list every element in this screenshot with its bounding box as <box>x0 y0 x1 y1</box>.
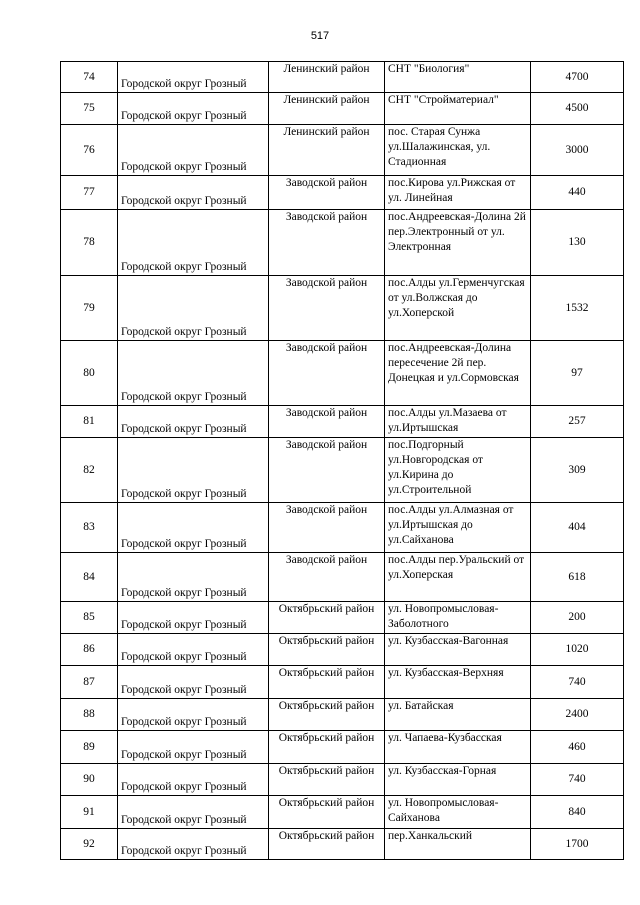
row-number: 78 <box>61 210 118 276</box>
location-cell: пос.Андреевская-Долина пересечение 2й пер. Донецкая и ул.Сормовская <box>385 341 531 406</box>
table-row <box>61 406 624 438</box>
amount-cell: 840 <box>531 796 624 829</box>
row-number: 74 <box>61 62 118 93</box>
table-row <box>61 666 624 699</box>
location-cell: пос.Алды ул.Мазаева от ул.Иртышская <box>385 406 531 438</box>
city-cell: Городской округ Грозный <box>118 176 269 210</box>
table-row <box>61 829 624 860</box>
city-cell: Городской округ Грозный <box>118 276 269 341</box>
table-row <box>61 341 624 406</box>
amount-cell: 309 <box>531 438 624 503</box>
city-cell: Городской округ Грозный <box>118 125 269 176</box>
row-number: 89 <box>61 731 118 764</box>
row-number: 86 <box>61 634 118 666</box>
amount-cell: 3000 <box>531 125 624 176</box>
table-row <box>61 503 624 553</box>
city-cell: Городской округ Грозный <box>118 341 269 406</box>
table-row <box>61 764 624 796</box>
location-cell: ул. Чапаева-Кузбасская <box>385 731 531 764</box>
district-cell: Ленинский район <box>269 62 385 93</box>
city-cell: Городской округ Грозный <box>118 62 269 93</box>
table-row <box>61 553 624 602</box>
amount-cell: 4500 <box>531 93 624 125</box>
city-cell: Городской округ Грозный <box>118 731 269 764</box>
district-cell: Заводской район <box>269 503 385 553</box>
city-cell: Городской округ Грозный <box>118 829 269 860</box>
location-cell: пер.Ханкальский <box>385 829 531 860</box>
amount-cell: 200 <box>531 602 624 634</box>
district-cell: Октябрьский район <box>269 731 385 764</box>
amount-cell: 740 <box>531 666 624 699</box>
table-row <box>61 731 624 764</box>
city-cell: Городской округ Грозный <box>118 438 269 503</box>
location-cell: пос.Андреевская-Долина 2й пер.Электронный от ул. Электронная <box>385 210 531 276</box>
row-number: 88 <box>61 699 118 731</box>
district-cell: Октябрьский район <box>269 764 385 796</box>
row-number: 79 <box>61 276 118 341</box>
row-number: 75 <box>61 93 118 125</box>
city-cell: Городской округ Грозный <box>118 666 269 699</box>
amount-cell: 257 <box>531 406 624 438</box>
district-cell: Ленинский район <box>269 125 385 176</box>
amount-cell: 2400 <box>531 699 624 731</box>
row-number: 82 <box>61 438 118 503</box>
city-cell: Городской округ Грозный <box>118 602 269 634</box>
district-cell: Октябрьский район <box>269 699 385 731</box>
table-row <box>61 125 624 176</box>
row-number: 80 <box>61 341 118 406</box>
row-number: 87 <box>61 666 118 699</box>
location-cell: пос.Алды пер.Уральский от ул.Хоперская <box>385 553 531 602</box>
table-row <box>61 438 624 503</box>
location-cell: ул. Кузбасская-Верхняя <box>385 666 531 699</box>
amount-cell: 4700 <box>531 62 624 93</box>
registry-table <box>60 61 624 860</box>
table-row <box>61 176 624 210</box>
location-cell: пос.Кирова ул.Рижская от ул. Линейная <box>385 176 531 210</box>
district-cell: Заводской район <box>269 438 385 503</box>
table-row <box>61 210 624 276</box>
amount-cell: 618 <box>531 553 624 602</box>
table-row <box>61 62 624 93</box>
location-cell: СНТ "Стройматериал" <box>385 93 531 125</box>
amount-cell: 97 <box>531 341 624 406</box>
location-cell: ул. Новопромысловая-Сайханова <box>385 796 531 829</box>
table-row <box>61 796 624 829</box>
city-cell: Городской округ Грозный <box>118 764 269 796</box>
district-cell: Заводской район <box>269 553 385 602</box>
row-number: 84 <box>61 553 118 602</box>
district-cell: Октябрьский район <box>269 796 385 829</box>
location-cell: пос.Алды ул.Герменчугская от ул.Волжская до ул.Хоперской <box>385 276 531 341</box>
district-cell: Заводской район <box>269 276 385 341</box>
city-cell: Городской округ Грозный <box>118 406 269 438</box>
city-cell: Городской округ Грозный <box>118 210 269 276</box>
row-number: 92 <box>61 829 118 860</box>
district-cell: Ленинский район <box>269 93 385 125</box>
page-number: 517 <box>310 30 330 42</box>
location-cell: ул. Батайская <box>385 699 531 731</box>
district-cell: Октябрьский район <box>269 634 385 666</box>
district-cell: Октябрьский район <box>269 602 385 634</box>
district-cell: Заводской район <box>269 210 385 276</box>
district-cell: Октябрьский район <box>269 829 385 860</box>
row-number: 90 <box>61 764 118 796</box>
amount-cell: 130 <box>531 210 624 276</box>
table-row <box>61 602 624 634</box>
location-cell: ул. Кузбасская-Вагонная <box>385 634 531 666</box>
amount-cell: 404 <box>531 503 624 553</box>
amount-cell: 440 <box>531 176 624 210</box>
table-row <box>61 93 624 125</box>
district-cell: Заводской район <box>269 176 385 210</box>
district-cell: Октябрьский район <box>269 666 385 699</box>
city-cell: Городской округ Грозный <box>118 503 269 553</box>
location-cell: пос. Старая Сунжа ул.Шалажинская, ул. Стадионная <box>385 125 531 176</box>
location-cell: пос.Алды ул.Алмазная от ул.Иртышская до ул.Сайханова <box>385 503 531 553</box>
city-cell: Городской округ Грозный <box>118 634 269 666</box>
table-row <box>61 276 624 341</box>
city-cell: Городской округ Грозный <box>118 93 269 125</box>
amount-cell: 460 <box>531 731 624 764</box>
district-cell: Заводской район <box>269 406 385 438</box>
row-number: 85 <box>61 602 118 634</box>
row-number: 76 <box>61 125 118 176</box>
row-number: 77 <box>61 176 118 210</box>
table-row <box>61 634 624 666</box>
row-number: 81 <box>61 406 118 438</box>
city-cell: Городской округ Грозный <box>118 699 269 731</box>
city-cell: Городской округ Грозный <box>118 553 269 602</box>
district-cell: Заводской район <box>269 341 385 406</box>
location-cell: ул. Кузбасская-Горная <box>385 764 531 796</box>
location-cell: ул. Новопромысловая-Заболотного <box>385 602 531 634</box>
city-cell: Городской округ Грозный <box>118 796 269 829</box>
table-row <box>61 699 624 731</box>
location-cell: пос.Подгорный ул.Новгородская от ул.Кирина до ул.Строительной <box>385 438 531 503</box>
row-number: 91 <box>61 796 118 829</box>
amount-cell: 1700 <box>531 829 624 860</box>
row-number: 83 <box>61 503 118 553</box>
location-cell: СНТ "Биология" <box>385 62 531 93</box>
amount-cell: 1020 <box>531 634 624 666</box>
amount-cell: 1532 <box>531 276 624 341</box>
amount-cell: 740 <box>531 764 624 796</box>
